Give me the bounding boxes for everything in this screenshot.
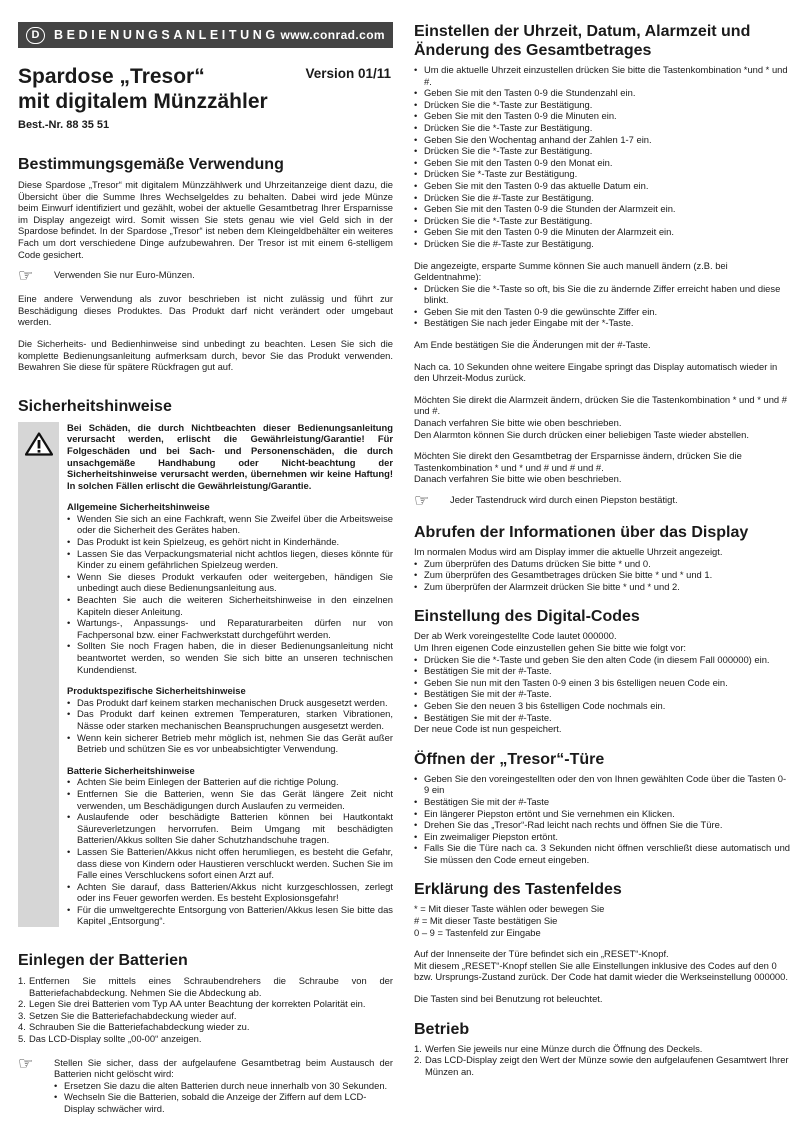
paragraph: Danach verfahren Sie bitte wie oben beschrieben.: [414, 417, 622, 429]
heading-abrufen: Abrufen der Informationen über das Display: [414, 524, 749, 541]
paragraph: Möchten Sie direkt die Alarmzeit ändern, drücken Sie die Tastenkombination * und * und # und #.: [414, 393, 787, 417]
list-abrufen: [414, 558, 790, 593]
list-item: • Wenden Sie sich an eine Fachkraft, wenn Sie Zweifel über die Arbeitsweise oder die Sicherheit des Gerätes haben.: [67, 513, 393, 536]
list-item: 3. Setzen Sie die Batteriefachabdeckung wieder auf.: [18, 1009, 237, 1021]
pointing-hand-icon: ☞: [414, 491, 430, 510]
list-item: • Achten Sie darauf, dass Batterien/Akkus nicht kurzgeschlossen, zerlegt oder ins Feuer geworfen werden. Es besteht Explosionsgefahr!: [67, 881, 393, 904]
warning-triangle-icon: [25, 432, 53, 456]
list-code: [414, 654, 790, 724]
list-item: • Drücken Sie die #-Taste zur Bestätigung.: [414, 238, 790, 250]
list-item: • Das Produkt darf keinen extremen Temperaturen, starken Vibrationen, Nässe oder starken mechanischen Beanspruchungen ausgesetzt werden.: [67, 708, 393, 731]
list-item: • Wenn kein sicherer Betrieb mehr möglich ist, nehmen Sie das Gerät außer Betrieb und schützen Sie es vor unbeabsichtigter Verwendung.: [67, 732, 393, 755]
list-allgemein: [67, 513, 393, 675]
list-oeffnen: [414, 773, 790, 866]
list-item: • Drücken Sie die *-Taste zur Bestätigung.: [414, 215, 790, 227]
list-item: 4. Schrauben Sie die Batteriefachabdeckung wieder zu.: [18, 1021, 250, 1033]
list-item: • Auslaufende oder beschädigte Batterien können bei Hautkontakt Säureverletzungen hervorrufen. Beim Umgang mit beschädigten Batterien/Akkus sollten Sie daher Schutzhandschuhe tragen.: [67, 811, 393, 846]
list-item: 5. Das LCD-Display sollte „00-00“ anzeigen.: [18, 1033, 202, 1045]
list-item: • Wenn Sie dieses Produkt verkaufen oder weitergeben, händigen Sie unbedingt auch diese Bedienungsanleitung aus.: [67, 571, 393, 594]
list-item: • Geben Sie den Wochentag anhand der Zahlen 1-7 ein.: [414, 134, 790, 146]
list-item: • Ersetzen Sie dazu die alten Batterien durch neue innerhalb von 30 Sekunden.: [54, 1080, 393, 1092]
list-item: • Bestätigen Sie nach jeder Eingabe mit der *-Taste.: [414, 317, 790, 329]
heading-code: Einstellung des Digital-Codes: [414, 608, 640, 626]
list-item: • Geben Sie mit den Tasten 0-9 die Minuten der Alarmzeit ein.: [414, 226, 790, 238]
heading-bestimmung: Bestimmungsgemäße Verwendung: [18, 156, 284, 173]
list-item: • Für die umweltgerechte Entsorgung von Batterien/Akkus lesen Sie bitte das Kapitel „Entsorgung“.: [67, 904, 393, 927]
heading-uhrzeit: Einstellen der Uhrzeit, Datum, Alarmzeit und Änderung des Gesamtbetrages: [414, 23, 751, 59]
version-label: Version 01/11: [305, 66, 391, 81]
list-item: • Drücken Sie die *-Taste zur Bestätigung.: [414, 145, 790, 157]
title-block: [18, 64, 393, 131]
list-item: • Geben Sie den voreingestellten oder den von Ihnen gewählten Code über die Tasten 0-9 ein: [414, 773, 790, 796]
list-item: • Lassen Sie Batterien/Akkus nicht offen herumliegen, es besteht die Gefahr, dass diese von Kindern oder Haustieren verschluckt werden. Suchen Sie im Falle eines Verschluckens sofort einen Arzt auf.: [67, 846, 393, 881]
paragraph: Am Ende bestätigen Sie die Änderungen mit der #-Taste.: [414, 339, 651, 351]
pointing-hand-icon: ☞: [18, 266, 34, 286]
note: [18, 1053, 393, 1115]
list-item: 2. Das LCD-Display zeigt den Wert der Münze sowie den aufgelaufenen Gesamtwert Ihrer Münzen an.: [414, 1054, 789, 1077]
paragraph: Auf der Innenseite der Türe befindet sich ein „RESET“-Knopf.: [414, 948, 669, 960]
paragraph: 0 – 9 = Tastenfeld zur Eingabe: [414, 926, 541, 938]
document-title: Spardose „Tresor“ mit digitalem Münzzähler: [18, 65, 268, 113]
heading-tasten: Erklärung des Tastenfeldes: [414, 881, 622, 899]
list-item: • Geben Sie mit den Tasten 0-9 die gewünschte Ziffer ein.: [414, 306, 790, 318]
paragraph: Der neue Code ist nun gespeichert.: [414, 723, 562, 735]
list-item: • Drücken Sie die *-Taste so oft, bis Sie die zu ändernde Ziffer erreicht haben und diese blinkt.: [414, 283, 790, 306]
list-item: • Geben Sie mit den Tasten 0-9 die Stunden der Alarmzeit ein.: [414, 203, 790, 215]
list-item: • Ein zweimaliger Piepston ertönt.: [414, 831, 790, 843]
list-item: • Zum überprüfen des Gesamtbetrages drücken Sie bitte * und * und 1.: [414, 569, 790, 581]
banner-title: BEDIENUNGSANLEITUNG: [54, 28, 279, 42]
list-manual: [414, 283, 790, 329]
list-item: • Entfernen Sie die Batterien, wenn Sie das Gerät längere Zeit nicht verwenden, um Beschädigungen durch Auslaufen zu vermeiden.: [67, 788, 393, 811]
list-item: • Geben Sie mit den Tasten 0-9 die Minuten ein.: [414, 110, 790, 122]
paragraph: # = Mit dieser Taste bestätigen Sie: [414, 915, 558, 927]
paragraph: Um Ihren eigenen Code einzustellen gehen Sie bitte wie folgt vor:: [414, 641, 687, 653]
list-item: • Bestätigen Sie mit der #-Taste: [414, 796, 790, 808]
list-item: • Ein längerer Piepston ertönt und Sie vernehmen ein Klicken.: [414, 808, 790, 820]
list-item: 2. Legen Sie drei Batterien vom Typ AA unter Beachtung der korrekten Polarität ein.: [18, 998, 366, 1010]
list-item: • Falls Sie die Türe nach ca. 3 Sekunden nicht öffnen verschließt diese automatisch und Sie müssen den Code erneut eingeben.: [414, 842, 790, 865]
list-item: • Geben Sie nun mit den Tasten 0-9 einen 3 bis 6stelligen neuen Code ein.: [414, 677, 790, 689]
list-batterien-steps: [18, 975, 393, 1045]
paragraph: Den Alarmton können Sie durch drücken einer beliebigen Taste wieder abstellen.: [414, 428, 749, 440]
list-item: • Zum überprüfen der Alarmzeit drücken Sie bitte * und * und 2.: [414, 581, 790, 593]
list-item: • Achten Sie beim Einlegen der Batterien auf die richtige Polung.: [67, 776, 393, 788]
paragraph: Danach verfahren Sie bitte wie oben beschrieben.: [414, 473, 622, 485]
header-banner: [18, 22, 393, 48]
heading-oeffnen: Öffnen der „Tresor“-Türe: [414, 750, 605, 768]
note: [414, 491, 790, 510]
list-item: • Sollten Sie noch Fragen haben, die in dieser Bedienungsanleitung nicht beantwortet werden, so wenden Sie sich bitte an unseren technischen Kundendienst.: [67, 640, 393, 675]
paragraph: Die angezeigte, ersparte Summe können Sie auch manuell ändern (z.B. bei Geldentnahme):: [414, 259, 728, 283]
paragraph: Im normalen Modus wird am Display immer die aktuelle Uhrzeit angezeigt.: [414, 546, 723, 557]
note-text: Jeder Tastendruck wird durch einen Piepston bestätigt.: [450, 494, 678, 505]
order-number: Best.-Nr. 88 35 51: [18, 119, 110, 131]
subheading-allgemein: Allgemeine Sicherheitshinweise: [67, 501, 210, 513]
note-list: [54, 1080, 393, 1115]
list-item: • Geben Sie den neuen 3 bis 6stelligen Code nochmals ein.: [414, 700, 790, 712]
paragraph: Nach ca. 10 Sekunden ohne weitere Eingabe springt das Display automatisch wieder in den Uhrzeit-Modus zurück.: [414, 360, 778, 384]
list-item: • Geben Sie mit den Tasten 0-9 die Stundenzahl ein.: [414, 87, 790, 99]
list-item: 1. Werfen Sie jeweils nur eine Münze durch die Öffnung des Deckels.: [414, 1042, 703, 1054]
list-betrieb-steps: [414, 1043, 790, 1078]
list-item: • Drücken Sie die #-Taste zur Bestätigung.: [414, 192, 790, 204]
left-column: [18, 22, 393, 1115]
list-item: • Wartungs-, Anpassungs- und Reparaturarbeiten dürfen nur von Fachpersonal bzw. einer Fachwerkstatt durchgeführt werden.: [67, 617, 393, 640]
warning-text: Bei Schäden, die durch Nichtbeachten dieser Bedienungsanleitung verursacht werden, erlischt die Gewährleistung/Garantie! Für Folgeschäden und bei Sach- und Personenschäden, die durch unsachgemäße Handhabung oder Nicht-beachtung der Sicherheitshinweise verursacht werden, übernehmen wir keine Haftung! In solchen Fällen erlischt die Gewährleistung/Garantie.: [67, 421, 393, 491]
list-item: • Bestätigen Sie mit der #-Taste.: [414, 712, 790, 724]
paragraph: Möchten Sie direkt den Gesamtbetrag der Ersparnisse ändern, drücken Sie die Tastenkombination * und * und # und # und #.: [414, 450, 742, 473]
list-item: • Drücken Sie *-Taste zur Bestätigung.: [414, 168, 790, 180]
list-item: • Lassen Sie das Verpackungsmaterial nicht achtlos liegen, dieses könnte für Kinder zu einem gefährlichen Spielzeug werden.: [67, 548, 393, 571]
paragraph: Der ab Werk voreingestellte Code lautet 000000.: [414, 630, 617, 642]
note-text: Stellen Sie sicher, dass der aufgelaufene Gesamtbetrag beim Austausch der Batterien nicht gelöscht wird:: [54, 1056, 393, 1080]
paragraph: Eine andere Verwendung als zuvor beschrieben ist nicht zulässig und führt zur Beschädigung dieses Produktes. Das Produkt darf nicht verändert oder umgebaut werden.: [18, 293, 393, 328]
warning-sidebar: [18, 422, 59, 927]
note-text: Verwenden Sie nur Euro-Münzen.: [54, 269, 195, 281]
list-item: • Geben Sie mit den Tasten 0-9 den Monat ein.: [414, 157, 790, 169]
language-badge: D: [26, 27, 45, 44]
heading-betrieb: Betrieb: [414, 1020, 470, 1038]
heading-batterien: Einlegen der Batterien: [18, 952, 188, 970]
list-item: • Das Produkt darf keinem starken mechanischen Druck ausgesetzt werden.: [67, 697, 393, 709]
banner-url: www.conrad.com: [280, 28, 385, 42]
list-item: • Drücken Sie die *-Taste und geben Sie den alten Code (in diesem Fall 000000) ein.: [414, 654, 790, 666]
warning-body: [59, 422, 393, 927]
paragraph: Mit diesem „RESET“-Knopf stellen Sie alle Einstellungen inklusive des Codes auf den 0 bzw. Ursprungs-Zustand zurück. Der Code hat damit wieder die Werkseinstellung 000000.: [414, 959, 788, 983]
list-item: • Drehen Sie das „Tresor“-Rad leicht nach rechts und öffnen Sie die Türe.: [414, 819, 790, 831]
heading-sicherheit: Sicherheitshinweise: [18, 397, 172, 415]
paragraph: * = Mit dieser Taste wählen oder bewegen Sie: [414, 903, 605, 915]
list-item: • Bestätigen Sie mit der #-Taste.: [414, 688, 790, 700]
list-item: • Geben Sie mit den Tasten 0-9 das aktuelle Datum ein.: [414, 180, 790, 192]
paragraph: Die Tasten sind bei Benutzung rot beleuchtet.: [414, 993, 603, 1005]
list-item: • Bestätigen Sie mit der #-Taste.: [414, 665, 790, 677]
list-item: 1. Entfernen Sie mittels eines Schraubendrehers die Schraube von der Batteriefachabdeckung. Nehmen Sie die Abdeckung ab.: [18, 975, 393, 998]
right-column: [414, 22, 790, 1077]
subheading-batterie: Batterie Sicherheitshinweise: [67, 764, 195, 776]
note: [18, 266, 393, 286]
paragraph: Die Sicherheits- und Bedienhinweise sind unbedingt zu beachten. Lesen Sie sich die komplette Bedienungsanleitung aufmerksam durch, bevor Sie das Produkt verwenden. Bewahren Sie diese für spätere Rückfragen gut auf.: [18, 337, 393, 373]
list-item: • Drücken Sie die *-Taste zur Bestätigung.: [414, 122, 790, 134]
list-uhrzeit: [414, 64, 790, 250]
pointing-hand-icon: ☞: [18, 1053, 34, 1073]
list-item: • Beachten Sie auch die weiteren Sicherheitshinweise in den einzelnen Kapiteln dieser Anleitung.: [67, 594, 393, 617]
safety-warning-block: [18, 422, 393, 927]
list-item: • Um die aktuelle Uhrzeit einzustellen drücken Sie bitte die Tastenkombination *und * und #.: [414, 64, 790, 87]
list-produkt: [67, 697, 393, 755]
list-item: • Wechseln Sie die Batterien, sobald die Anzeige der Ziffern auf dem LCD-Display schwächer wird.: [54, 1091, 393, 1114]
list-item: • Zum überprüfen des Datums drücken Sie bitte * und 0.: [414, 558, 790, 570]
subheading-produkt: Produktspezifische Sicherheitshinweise: [67, 685, 246, 697]
list-item: • Drücken Sie die *-Taste zur Bestätigung.: [414, 99, 790, 111]
list-item: • Das Produkt ist kein Spielzeug, es gehört nicht in Kinderhände.: [67, 536, 393, 548]
paragraph: Diese Spardose „Tresor“ mit digitalem Münzzählwerk und Uhrzeitanzeige dient dazu, die Übersicht über die Summe Ihres Wechselgeldes zu behalten. Dabei wird jede Münze beim Einwurf identifiziert und gezählt, wobei der aktuelle Gesamtbetrag Ihrer Ersparnisse im Display angezeigt wird. Somit wissen Sie stets genau wie viel Geld sich in der Spardose befindet. In der Spardose „Tresor“ ist neben dem Kleingeldbehälter ein weiteres Fach um dort verschiedene Dinge aufzubewahren. Der Tresor ist mit einem 6-stelligem Code gesichert.: [18, 179, 393, 260]
list-batterie: [67, 776, 393, 927]
